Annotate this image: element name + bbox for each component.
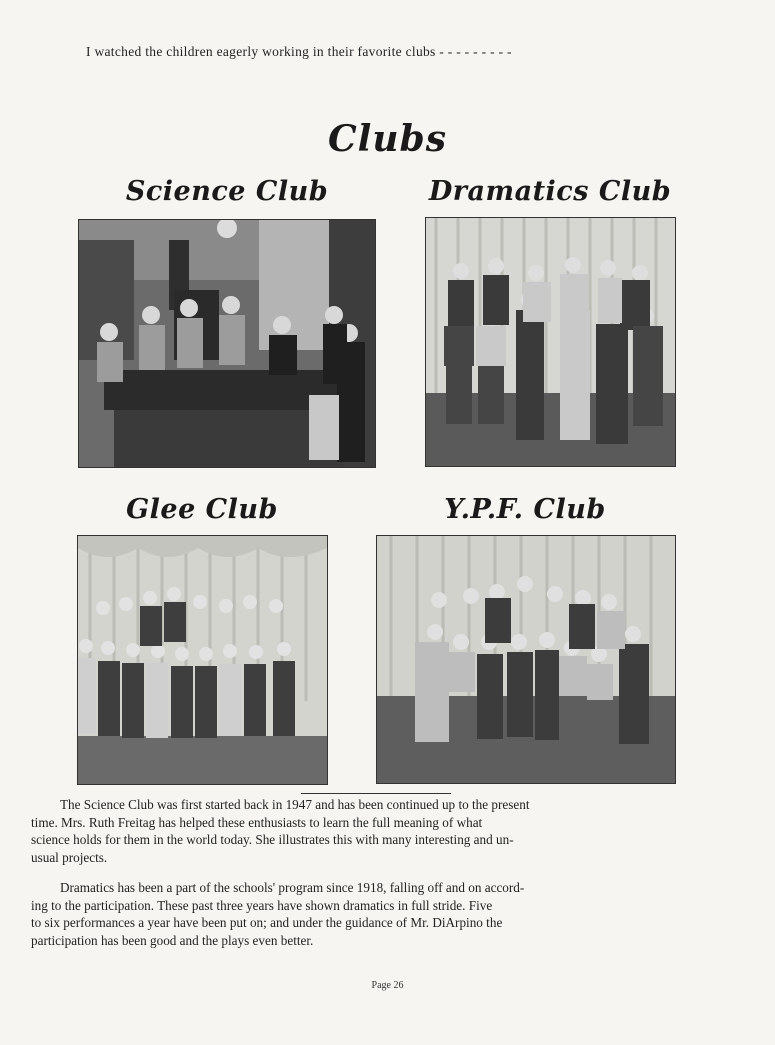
paragraph-line: Dramatics has been a part of the schools' program since 1918, falling off and on accord- (60, 880, 525, 895)
paragraph-line: ing to the participation. These past three years have shown dramatics in full stride. Five (31, 897, 493, 913)
science-club-paragraph (31, 796, 737, 866)
science-club-heading: Science Club (125, 176, 329, 207)
ypf-club-photo (376, 535, 676, 784)
glee-club-heading: Glee Club (126, 494, 278, 525)
glee-club-photo (77, 535, 328, 785)
paragraph-line: to six performances a year have been put on; and under the guidance of Mr. DiArpino the (31, 915, 503, 930)
paragraph-line: science holds for them in the world today. She illustrates this with many interesting and un- (31, 832, 514, 847)
paragraph-line: usual projects. (31, 849, 108, 865)
ypf-club-heading: Y.P.F. Club (444, 494, 606, 525)
page-number: Page 26 (371, 980, 404, 991)
dramatics-paragraph (31, 879, 737, 949)
paragraph-line: participation has been good and the plays even better. (31, 932, 314, 948)
dramatics-club-photo (425, 217, 676, 467)
paragraph-line: time. Mrs. Ruth Freitag has helped these enthusiasts to learn the full meaning of what (31, 814, 483, 830)
science-club-photo (78, 219, 376, 468)
dramatics-club-heading: Dramatics Club (428, 176, 672, 207)
page-title: Clubs (328, 118, 447, 160)
intro-line: I watched the children eagerly working in their favorite clubs - - - - - - - - - (86, 44, 512, 59)
divider-rule (301, 793, 451, 794)
paragraph-line: The Science Club was first started back in 1947 and has been continued up to the present (60, 797, 530, 812)
